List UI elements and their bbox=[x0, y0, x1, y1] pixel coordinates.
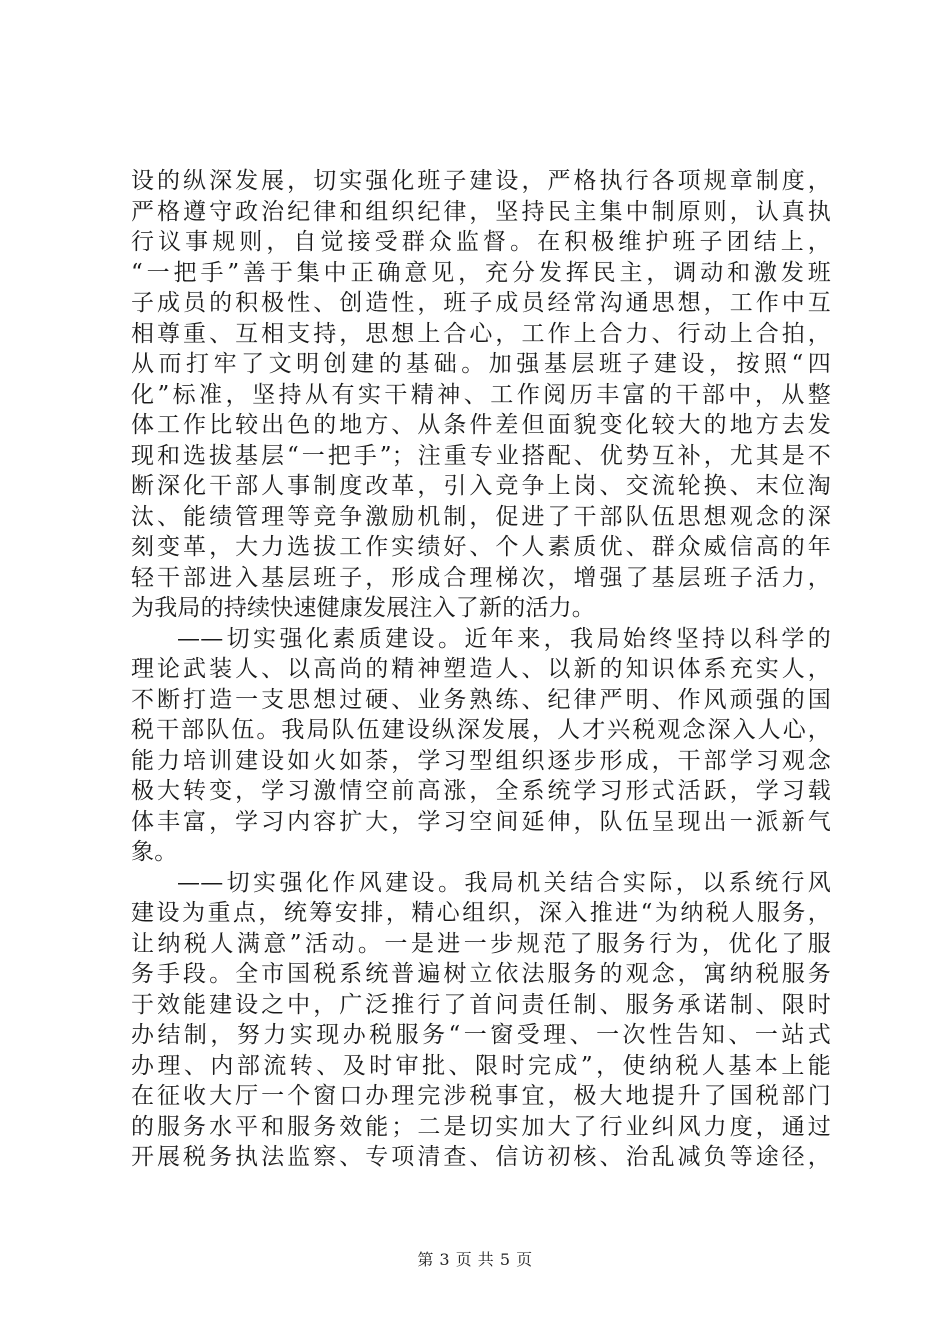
text-line: 现和选拔基层“一把手”；注重专业搭配、优势互补，尤其是不 bbox=[131, 442, 831, 469]
text-line: 体工作比较出色的地方、从条件差但面貌变化较大的地方去发 bbox=[131, 412, 831, 438]
text-line: 设的纵深发展，切实强化班子建设，严格执行各项规章制度， bbox=[131, 168, 831, 194]
text-line: 子成员的积极性、创造性，班子成员经常沟通思想，工作中互 bbox=[131, 290, 831, 316]
text-line: 极大转变，学习激情空前高涨，全系统学习形式活跃，学习载 bbox=[131, 778, 831, 804]
text-line: ——切实强化作风建设。我局机关结合实际，以系统行风 bbox=[177, 869, 831, 896]
text-line: 理论武装人、以高尚的精神塑造人、以新的知识体系充实人， bbox=[131, 656, 831, 682]
text-line: 象。 bbox=[131, 839, 178, 865]
text-line: 汰、能绩管理等竞争激励机制，促进了干部队伍思想观念的深 bbox=[131, 503, 831, 530]
page-footer: 第 3 页 共 5 页 bbox=[417, 1250, 533, 1269]
text-line: 的服务水平和服务效能；二是切实加大了行业纠风力度，通过 bbox=[131, 1113, 831, 1140]
text-line: 不断打造一支思想过硬、业务熟练、纪律严明、作风顽强的国 bbox=[131, 686, 831, 713]
text-line: 能力培训建设如火如荼，学习型组织逐步形成，干部学习观念 bbox=[131, 747, 831, 774]
text-line: 让纳税人满意”活动。一是进一步规范了服务行为，优化了服 bbox=[131, 930, 831, 957]
text-line: 开展税务执法监察、专项清查、信访初核、治乱减负等途径， bbox=[131, 1144, 831, 1170]
text-line: 税干部队伍。我局队伍建设纵深发展，人才兴税观念深入人心， bbox=[131, 717, 831, 743]
text-line: 办理、内部流转、及时审批、限时完成”，使纳税人基本上能 bbox=[131, 1052, 831, 1079]
text-line: 刻变革，大力选拔工作实绩好、个人素质优、群众威信高的年 bbox=[131, 534, 831, 560]
text-line: 为我局的持续快速健康发展注入了新的活力。 bbox=[131, 595, 595, 621]
text-line: 相尊重、互相支持，思想上合心，工作上合力、行动上合拍， bbox=[131, 320, 831, 347]
text-line: 办结制，努力实现办税服务“一窗受理、一次性告知、一站式 bbox=[131, 1022, 831, 1048]
text-line: 建设为重点，统筹安排，精心组织，深入推进“为纳税人服务， bbox=[131, 900, 831, 926]
text-line: 严格遵守政治纪律和组织纪律，坚持民主集中制原则，认真执 bbox=[131, 198, 831, 225]
text-line: 行议事规则，自觉接受群众监督。在积极维护班子团结上， bbox=[131, 229, 831, 255]
text-line: 化”标准，坚持从有实干精神、工作阅历丰富的干部中，从整 bbox=[131, 381, 831, 408]
text-line: “一把手”善于集中正确意见，充分发挥民主，调动和激发班 bbox=[131, 259, 831, 286]
text-line: 于效能建设之中，广泛推行了首问责任制、服务承诺制、限时 bbox=[131, 991, 831, 1018]
text-line: 在征收大厅一个窗口办理完涉税事宜，极大地提升了国税部门 bbox=[131, 1083, 831, 1109]
text-line: 从而打牢了文明创建的基础。加强基层班子建设，按照“四 bbox=[131, 351, 831, 377]
document-body bbox=[131, 166, 831, 1173]
text-line: 务手段。全市国税系统普遍树立依法服务的观念，寓纳税服务 bbox=[131, 961, 831, 987]
text-line: 体丰富，学习内容扩大，学习空间延伸，队伍呈现出一派新气 bbox=[131, 808, 831, 835]
text-line: 断深化干部人事制度改革，引入竞争上岗、交流轮换、末位淘 bbox=[131, 473, 831, 499]
text-line: 轻干部进入基层班子，形成合理梯次，增强了基层班子活力， bbox=[131, 564, 831, 591]
text-line: ——切实强化素质建设。近年来，我局始终坚持以科学的 bbox=[177, 625, 831, 652]
